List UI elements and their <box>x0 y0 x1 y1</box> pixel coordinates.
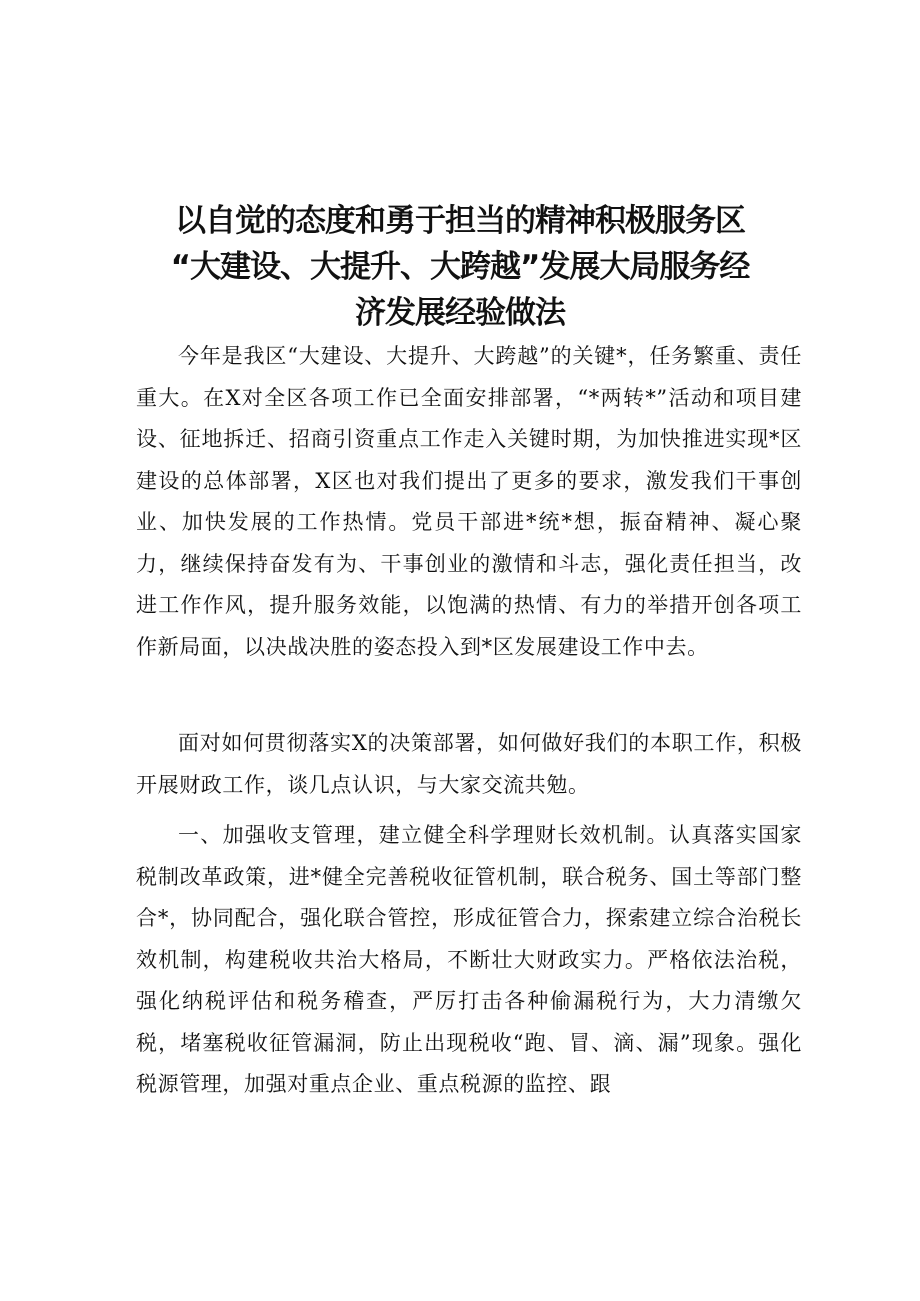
paragraph-transition: 面对如何贯彻落实X的决策部署，如何做好我们的本职工作，积极开展财政工作，谈几点认识，与大家交流共勉。 <box>136 731 802 797</box>
title-line-2: “大建设、大提升、大跨越”发展大局服务经 <box>170 249 750 285</box>
paragraph-section-one: 一、加强收支管理，建立健全科学理财长效机制。认真落实国家税制改革政策，进*健全完善税收征管机制，联合税务、国土等部门整合*，协同配合，强化联合管控，形成征管合力，探索建立综合治税长效机制，构建税收共治大格局，不断壮大财政实力。严格依法治税，强化纳税评估和税务稽查，严厉打击各种偷漏税行为，大力清缴欠税，堵塞税收征管漏洞，防止出现税收“跑、冒、滴、漏”现象。强化税源管理，加强对重点企业、重点税源的监控、跟 <box>136 823 802 1096</box>
document-title <box>130 198 790 336</box>
paragraph-intro: 今年是我区“大建设、大提升、大跨越”的关键*，任务繁重、责任重大。在X对全区各项工作已全面安排部署，“*两转*”活动和项目建设、征地拆迁、招商引资重点工作走入关键时期，为加快推进实现*区建设的总体部署，X区也对我们提出了更多的要求，激发我们干事创业、加快发展的工作热情。党员干部进*统*想，振奋精神、凝心聚力，继续保持奋发有为、干事创业的激情和斗志，强化责任担当，改进工作作风，提升服务效能，以饱满的热情、有力的举措开创各项工作新局面，以决战决胜的姿态投入到*区发展建设工作中去。 <box>136 344 802 659</box>
title-line-3: 济发展经验做法 <box>355 295 565 331</box>
title-line-1: 以自觉的态度和勇于担当的精神积极服务区 <box>175 203 745 239</box>
